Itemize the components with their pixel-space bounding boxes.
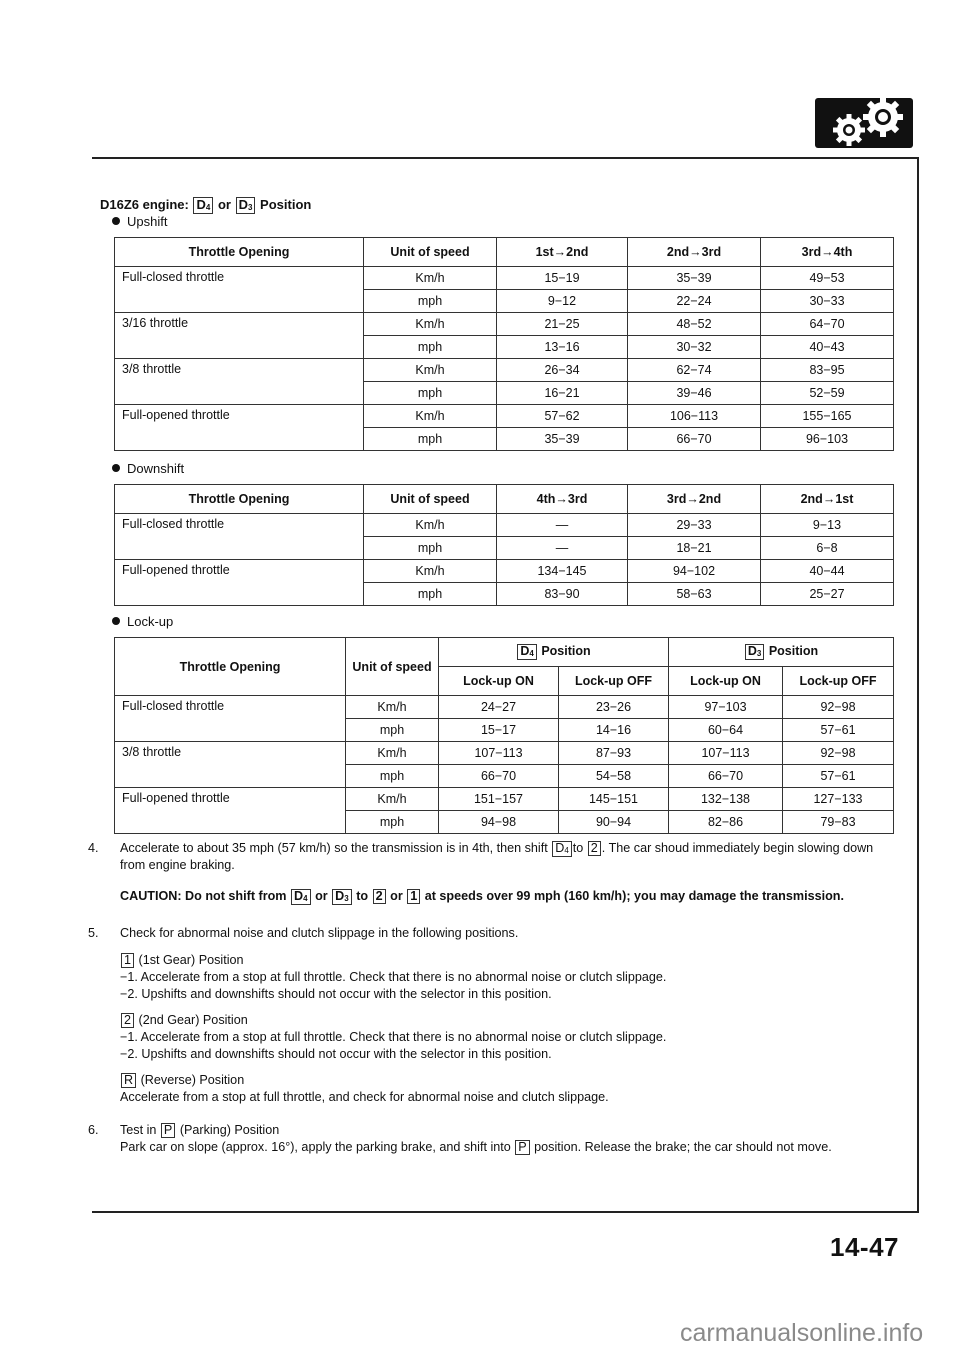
unit-cell: Km/h	[364, 267, 497, 290]
value-cell: 22−24	[628, 290, 761, 313]
sub-step: −2. Upshifts and downshifts should not occur with the selector in this position.	[120, 987, 552, 1001]
frame-bottom-rule	[92, 1211, 919, 1213]
value-cell: 29−33	[628, 514, 761, 537]
value-cell: 57−61	[783, 765, 894, 788]
value-cell: 94−102	[628, 560, 761, 583]
unit-cell: Km/h	[364, 560, 497, 583]
heading-suffix: Position	[260, 197, 312, 212]
value-cell: 49−53	[761, 267, 894, 290]
throttle-cell: Full-opened throttle	[115, 560, 364, 606]
unit-cell: mph	[364, 537, 497, 560]
value-cell: 97−103	[669, 696, 783, 719]
step-4-text: Accelerate to about 35 mph (57 km/h) so the transmission is in 4th, then shift $D_4$ to 2 . The car shoud immediately begin slowing down from engine braking.	[120, 841, 874, 872]
table-header-row	[115, 238, 894, 267]
value-cell: 6−8	[761, 537, 894, 560]
column-header: Unit of speed	[364, 485, 497, 514]
sub-step: −1. Accelerate from a stop at full throttle. Check that there is no abnormal noise or clutch slippage.	[120, 970, 667, 984]
value-cell: 9−13	[761, 514, 894, 537]
key-p-icon: P	[515, 1140, 529, 1155]
step-5-intro: Check for abnormal noise and clutch slippage in the following positions.	[120, 926, 519, 940]
d4-key-icon: $D_4$	[291, 889, 311, 905]
downshift-label: Downshift	[112, 461, 184, 476]
value-cell: 132−138	[669, 788, 783, 811]
upshift-table	[114, 237, 894, 451]
value-cell: 25−27	[761, 583, 894, 606]
value-cell: 54−58	[559, 765, 669, 788]
column-header: Lock-up OFF	[559, 667, 669, 696]
step-6: 6. Test in P (Parking) Position Park car on slope (approx. 16°), apply the parking brake, and shift into P position. Release the brake; the car should not move.	[88, 1122, 896, 1156]
unit-cell: Km/h	[346, 788, 439, 811]
value-cell: 145−151	[559, 788, 669, 811]
value-cell: 18−21	[628, 537, 761, 560]
value-cell: 66−70	[628, 428, 761, 451]
value-cell: 26−34	[497, 359, 628, 382]
step-4	[88, 840, 896, 905]
throttle-cell: Full-opened throttle	[115, 405, 364, 451]
column-header: Lock-up ON	[669, 667, 783, 696]
value-cell: 48−52	[628, 313, 761, 336]
key-p-icon: P	[161, 1123, 175, 1138]
value-cell: 40−44	[761, 560, 894, 583]
column-header: 3rd→4th	[761, 238, 894, 267]
value-cell: 87−93	[559, 742, 669, 765]
d3-key-icon: $D_3$	[332, 889, 352, 905]
unit-cell: Km/h	[346, 696, 439, 719]
lockup-table	[114, 637, 894, 834]
throttle-cell: 3/16 throttle	[115, 313, 364, 359]
value-cell: 66−70	[439, 765, 559, 788]
value-cell: 134−145	[497, 560, 628, 583]
value-cell: 9−12	[497, 290, 628, 313]
value-cell: 94−98	[439, 811, 559, 834]
value-cell: 151−157	[439, 788, 559, 811]
throttle-cell: 3/8 throttle	[115, 742, 346, 788]
d4-key-icon: $D_4$	[517, 644, 536, 660]
value-cell: 83−95	[761, 359, 894, 382]
throttle-cell: Full-closed throttle	[115, 514, 364, 560]
unit-cell: mph	[364, 336, 497, 359]
heading-prefix: D16Z6 engine:	[100, 197, 189, 212]
value-cell: —	[497, 537, 628, 560]
key-r-icon: R	[121, 1073, 136, 1088]
unit-cell: Km/h	[364, 405, 497, 428]
column-header: 3rd→2nd	[628, 485, 761, 514]
value-cell: 35−39	[497, 428, 628, 451]
page-number: 14-47	[830, 1232, 899, 1262]
table-header-row	[115, 638, 894, 667]
table-row	[115, 696, 894, 719]
table-row	[115, 788, 894, 811]
frame-right-rule	[917, 157, 919, 1213]
value-cell: 35−39	[628, 267, 761, 290]
column-header: 2nd→3rd	[628, 238, 761, 267]
bullet-icon	[112, 464, 120, 472]
value-cell: 155−165	[761, 405, 894, 428]
value-cell: 21−25	[497, 313, 628, 336]
value-cell: 107−113	[439, 742, 559, 765]
unit-cell: mph	[346, 765, 439, 788]
column-header: Lock-up OFF	[783, 667, 894, 696]
column-header: Unit of speed	[346, 638, 439, 696]
value-cell: 107−113	[669, 742, 783, 765]
heading-or: or	[217, 197, 231, 212]
value-cell: 79−83	[783, 811, 894, 834]
value-cell: 30−33	[761, 290, 894, 313]
sub-step: −2. Upshifts and downshifts should not occur with the selector in this position.	[120, 1047, 552, 1061]
value-cell: 92−98	[783, 742, 894, 765]
gears-icon	[815, 98, 913, 148]
lockup-label: Lock-up	[112, 614, 173, 629]
d3-key-icon: $D_3$	[236, 197, 256, 214]
unit-cell: mph	[364, 583, 497, 606]
table-row	[115, 742, 894, 765]
unit-cell: Km/h	[364, 514, 497, 537]
value-cell: 30−32	[628, 336, 761, 359]
d4-key-icon: $D_4$	[552, 841, 572, 857]
unit-cell: mph	[364, 382, 497, 405]
throttle-cell: Full-closed throttle	[115, 267, 364, 313]
value-cell: 23−26	[559, 696, 669, 719]
table-row	[115, 514, 894, 537]
throttle-cell: Full-opened throttle	[115, 788, 346, 834]
step-number: 5.	[88, 926, 99, 940]
key-2-icon: 2	[373, 889, 386, 904]
value-cell: 66−70	[669, 765, 783, 788]
key-1-icon: 1	[407, 889, 420, 904]
column-header: Lock-up ON	[439, 667, 559, 696]
watermark: carmanualsonline.info	[680, 1319, 924, 1347]
key-1-icon: 1	[121, 953, 134, 968]
value-cell: 106−113	[628, 405, 761, 428]
sub-step: Accelerate from a stop at full throttle, and check for abnormal noise and clutch slippage.	[120, 1090, 609, 1104]
value-cell: 64−70	[761, 313, 894, 336]
table-row	[115, 313, 894, 336]
gear-1-block: 1 (1st Gear) Position −1. Accelerate from a stop at full throttle. Check that there is no abnormal noise or clutch slippage. −2. Upshifts and downshifts should not occur with the selector in this position.	[120, 952, 896, 1003]
column-header: Unit of speed	[364, 238, 497, 267]
value-cell: 40−43	[761, 336, 894, 359]
value-cell: 90−94	[559, 811, 669, 834]
unit-cell: Km/h	[364, 359, 497, 382]
section-heading	[100, 197, 311, 214]
step-6-body: Park car on slope (approx. 16°), apply the parking brake, and shift into P position. Release the brake; the car should not move.	[120, 1140, 832, 1154]
unit-cell: mph	[346, 719, 439, 742]
table-row	[115, 267, 894, 290]
caution-note: CAUTION: Do not shift from $D_4$ or $D_3$ to 2 or 1 at speeds over 99 mph (160 km/h); you may damage the transmission.	[120, 889, 844, 903]
table-row	[115, 359, 894, 382]
column-header: 4th→3rd	[497, 485, 628, 514]
step-5	[88, 925, 896, 1106]
unit-cell: Km/h	[364, 313, 497, 336]
column-header: Throttle Opening	[115, 485, 364, 514]
unit-cell: mph	[364, 290, 497, 313]
value-cell: 57−62	[497, 405, 628, 428]
key-2-icon: 2	[121, 1013, 134, 1028]
frame-top-rule	[92, 157, 918, 159]
unit-cell: mph	[346, 811, 439, 834]
value-cell: 83−90	[497, 583, 628, 606]
bullet-icon	[112, 617, 120, 625]
column-header: 2nd→1st	[761, 485, 894, 514]
unit-cell: mph	[364, 428, 497, 451]
downshift-table	[114, 484, 894, 606]
value-cell: 96−103	[761, 428, 894, 451]
value-cell: 92−98	[783, 696, 894, 719]
gear-2-block: 2 (2nd Gear) Position −1. Accelerate from a stop at full throttle. Check that there is no abnormal noise or clutch slippage. −2. Upshifts and downshifts should not occur with the selector in this position.	[120, 1012, 896, 1063]
d3-key-icon: $D_3$	[745, 644, 764, 660]
value-cell: 39−46	[628, 382, 761, 405]
upshift-label: Upshift	[112, 214, 167, 229]
step-number: 4.	[88, 841, 99, 855]
procedure-steps	[88, 840, 896, 1165]
sub-step: −1. Accelerate from a stop at full throttle. Check that there is no abnormal noise or clutch slippage.	[120, 1030, 667, 1044]
bullet-icon	[112, 217, 120, 225]
column-header: 1st→2nd	[497, 238, 628, 267]
table-row	[115, 560, 894, 583]
table-row	[115, 405, 894, 428]
column-header: Throttle Opening	[115, 638, 346, 696]
column-header: Throttle Opening	[115, 238, 364, 267]
value-cell: 13−16	[497, 336, 628, 359]
value-cell: 15−19	[497, 267, 628, 290]
value-cell: 62−74	[628, 359, 761, 382]
table-header-row	[115, 485, 894, 514]
d4-position-header: $D_4$ Position	[439, 638, 669, 667]
value-cell: 15−17	[439, 719, 559, 742]
value-cell: —	[497, 514, 628, 537]
d4-key-icon: $D_4$	[193, 197, 213, 214]
key-2-icon: 2	[588, 841, 601, 856]
reverse-block: R (Reverse) Position Accelerate from a stop at full throttle, and check for abnormal noise and clutch slippage.	[120, 1072, 896, 1106]
value-cell: 58−63	[628, 583, 761, 606]
value-cell: 82−86	[669, 811, 783, 834]
d3-position-header: $D_3$ Position	[669, 638, 894, 667]
value-cell: 52−59	[761, 382, 894, 405]
value-cell: 16−21	[497, 382, 628, 405]
value-cell: 60−64	[669, 719, 783, 742]
value-cell: 24−27	[439, 696, 559, 719]
throttle-cell: 3/8 throttle	[115, 359, 364, 405]
value-cell: 57−61	[783, 719, 894, 742]
value-cell: 14−16	[559, 719, 669, 742]
value-cell: 127−133	[783, 788, 894, 811]
unit-cell: Km/h	[346, 742, 439, 765]
throttle-cell: Full-closed throttle	[115, 696, 346, 742]
step-number: 6.	[88, 1123, 99, 1137]
